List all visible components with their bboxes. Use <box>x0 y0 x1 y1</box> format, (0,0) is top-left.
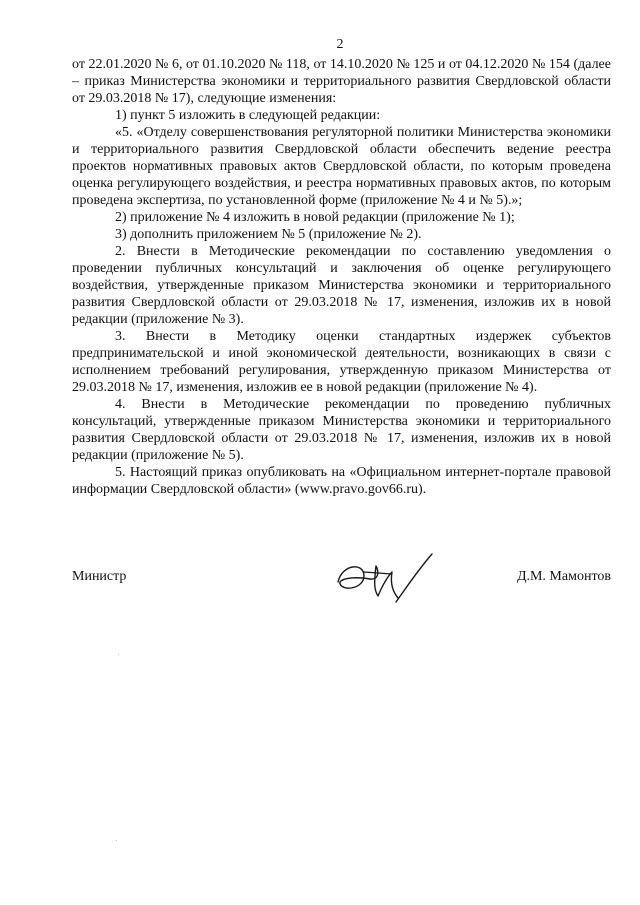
page-number: 2 <box>336 37 344 52</box>
paragraph-subitem-2: 2) приложение № 4 изложить в новой редакции (приложение № 1); <box>115 210 515 225</box>
paragraph-item-2: 2. Внести в Методические рекомендации по составлению уведомления о проведении публичных консультаций и заключения об оценке регулирующего воздействия, утвержденные приказом Министерства экономики и территориального развития Свердловской области от 29.03.2018 № 17, изменения, изложив их в новой редакции (приложение № 3). <box>72 244 611 327</box>
paragraph-item-4: 4. Внести в Методические рекомендации по проведению публичных консультаций, утвержденные приказом Министерства экономики и территориального развития Свердловской области от 29.03.2018 № 17, изменения, изложив их в новой редакции (приложение № 5). <box>72 397 611 463</box>
signatory-title: Министр <box>72 569 127 584</box>
scan-speck <box>116 840 117 841</box>
paragraph-subitem-3: 3) дополнить приложением № 5 (приложение № 2). <box>115 227 422 242</box>
document-body <box>72 56 611 498</box>
paragraph-item-5: 5. Настоящий приказ опубликовать на «Официальном интернет-портале правовой информации Свердловской области» (www.pravo.gov66.ru). <box>72 465 611 497</box>
paragraph-subitem-1: 1) пункт 5 изложить в следующей редакции: <box>115 108 381 123</box>
paragraph-item-3: 3. Внести в Методику оценки стандартных издержек субъектов предпринимательской и иной экономической деятельности, возникающих в связи с исполнением требований регулирования, утвержденную приказом Министерства от 29.03.2018 № 17, изменения, изложив ее в новой редакции (приложение № 4). <box>72 329 611 395</box>
scan-speck <box>118 654 119 655</box>
paragraph-quoted-point-5: «5. «Отделу совершенствования регуляторной политики Министерства экономики и территориального развития Свердловской области обеспечить ведение реестра проектов нормативных правовых актов Свердловской области, по которым проведена оценка регулирующего воздействия, и реестра нормативных правовых актов, по которым проведена экспертиза, по установленной форме (приложение № 4 и № 5).»; <box>72 125 611 208</box>
signatory-name: Д.М. Мамонтов <box>516 569 611 584</box>
signature-block <box>72 562 611 608</box>
handwritten-signature <box>330 552 440 608</box>
paragraph-continuation: от 22.01.2020 № 6, от 01.10.2020 № 118, от 14.10.2020 № 125 и от 04.12.2020 № 154 (далее – приказ Министерства экономики и территориального развития Свердловской области от 29.03.2018 № 17), следующие изменения: <box>72 57 611 106</box>
